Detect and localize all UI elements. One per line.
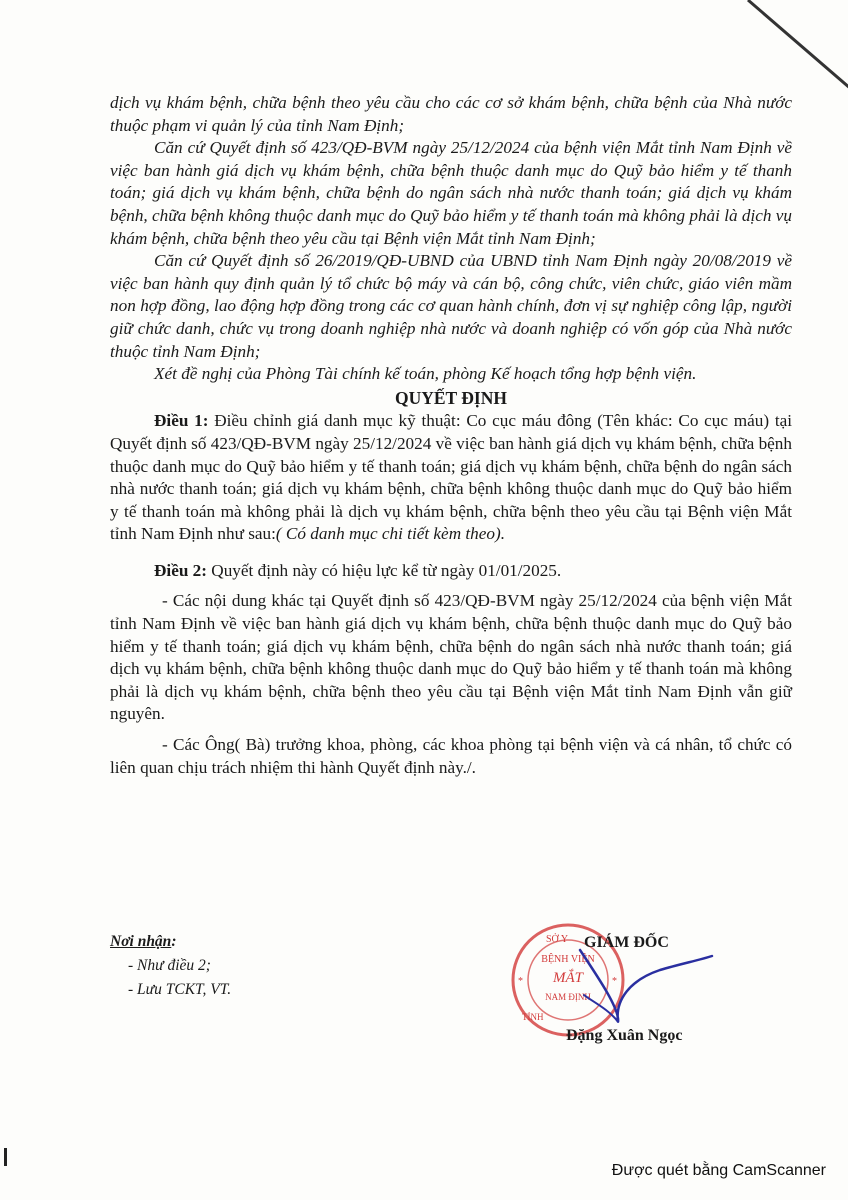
camscanner-watermark: Được quét bằng CamScanner <box>611 1162 826 1179</box>
stamp-text-top: SỞ Y <box>546 934 569 945</box>
article-1-label: Điều 1: <box>154 411 209 431</box>
svg-text:*: * <box>518 976 523 987</box>
signature-title: GIÁM ĐỐC <box>584 934 669 951</box>
svg-text:*: * <box>612 976 617 987</box>
stamp-text-line2: BỆNH VIỆN <box>541 954 595 965</box>
paragraph-proposal: Xét đề nghị của Phòng Tài chính kế toán, phòng Kế hoạch tổng hợp bệnh viện. <box>154 364 697 384</box>
recipients-title: Nơi nhận <box>110 933 172 950</box>
article-1-text: Điều chỉnh giá danh mục kỹ thuật: Co cục máu đông (Tên khác: Co cục máu) tại Quyết định số 423/QĐ-BVM ngày 25/12/2024 về việc ban hành giá dịch vụ khám bệnh, chữa bệnh thuộc danh mục do Quỹ bảo hiểm y tế thanh toán; giá dịch vụ khám bệnh, chữa bệnh do ngân sách nhà nước thanh toán; giá dịch vụ khám bệnh, chữa bệnh không thuộc danh mục do Quỹ bảo hiểm y tế thanh toán mà không phải là dịch vụ khám bệnh, chữa bệnh theo yêu cầu tại Bệnh viện Mắt tỉnh Nam Định như sau: <box>110 411 792 544</box>
recipient-item: - Lưu TCKT, VT. <box>128 981 232 998</box>
stamp-text-bottom: TỈNH <box>522 1012 544 1022</box>
article-1-note: ( Có danh mục chi tiết kèm theo). <box>275 524 506 544</box>
stamp-text-line3: MẮT <box>553 970 583 986</box>
paragraph-legal-basis-1: Căn cứ Quyết định số 423/QĐ-BVM ngày 25/12/2024 của bệnh viện Mắt tỉnh Nam Định về việc ban hành giá dịch vụ khám bệnh, chữa bệnh thuộc danh mục do Quỹ bảo hiểm y tế thanh toán; giá dịch vụ khám bệnh, chữa bệnh do ngân sách nhà nước thanh toán; giá dịch vụ khám bệnh, chữa bệnh không thuộc danh mục do Quỹ bảo hiểm y tế thanh toán mà không phải là dịch vụ khám bệnh, chữa bệnh theo yêu cầu tại Bệnh viện Mắt tỉnh Nam Định; <box>110 138 792 248</box>
paragraph-legal-basis-2: Căn cứ Quyết định số 26/2019/QĐ-UBND của UBND tỉnh Nam Định ngày 20/08/2019 về việc ban hành quy định quản lý tổ chức bộ máy và cán bộ, công chức, viên chức, giáo viên mầm non hợp đồng, lao động hợp đồng trong các cơ quan hành chính, đơn vị sự nghiệp công lập, người giữ chức danh, chức vụ trong doanh nghiệp nhà nước và doanh nghiệp có vốn góp của Nhà nước thuộc tỉnh Nam Định; <box>110 251 792 361</box>
handwritten-signature <box>560 940 720 1030</box>
article-2-label: Điều 2: <box>154 560 207 580</box>
document-body <box>110 92 792 779</box>
stamp-text-line4: NAM ĐỊNH <box>545 992 591 1002</box>
article-2-paragraph-1: - Các nội dung khác tại Quyết định số 423/QĐ-BVM ngày 25/12/2024 của bệnh viện Mắt tỉnh Nam Định về việc ban hành giá dịch vụ khám bệnh, chữa bệnh thuộc danh mục do Quỹ bảo hiểm y tế thanh toán; giá dịch vụ khám bệnh, chữa bệnh do ngân sách nhà nước thanh toán; giá dịch vụ khám bệnh, chữa bệnh không thuộc danh mục do Quỹ bảo hiểm y tế thanh toán mà không phải là dịch vụ khám bệnh, chữa bệnh theo yêu cầu tại Bệnh viện Mắt tỉnh Nam Định vẫn giữ nguyên. <box>110 591 792 724</box>
article-2 <box>110 560 792 583</box>
recipients-colon: : <box>171 933 177 950</box>
article-2-text: Quyết định này có hiệu lực kể từ ngày 01/01/2025. <box>207 560 562 580</box>
decision-heading: QUYẾT ĐỊNH <box>395 387 507 408</box>
paragraph-continuation: dịch vụ khám bệnh, chữa bệnh theo yêu cầu cho các cơ sở khám bệnh, chữa bệnh của Nhà nước thuộc phạm vi quản lý của tỉnh Nam Định; <box>110 93 792 135</box>
article-1 <box>110 410 792 546</box>
recipient-item: - Như điều 2; <box>128 957 211 974</box>
article-2-paragraph-2: - Các Ông( Bà) trưởng khoa, phòng, các khoa phòng tại bệnh viện và cá nhân, tổ chức có liên quan chịu trách nhiệm thi hành Quyết định này./. <box>110 735 792 777</box>
scan-margin-mark <box>4 1148 7 1166</box>
recipients-block <box>110 930 231 1002</box>
signer-name: Đặng Xuân Ngọc <box>566 1027 683 1044</box>
recipients-heading <box>110 930 231 954</box>
